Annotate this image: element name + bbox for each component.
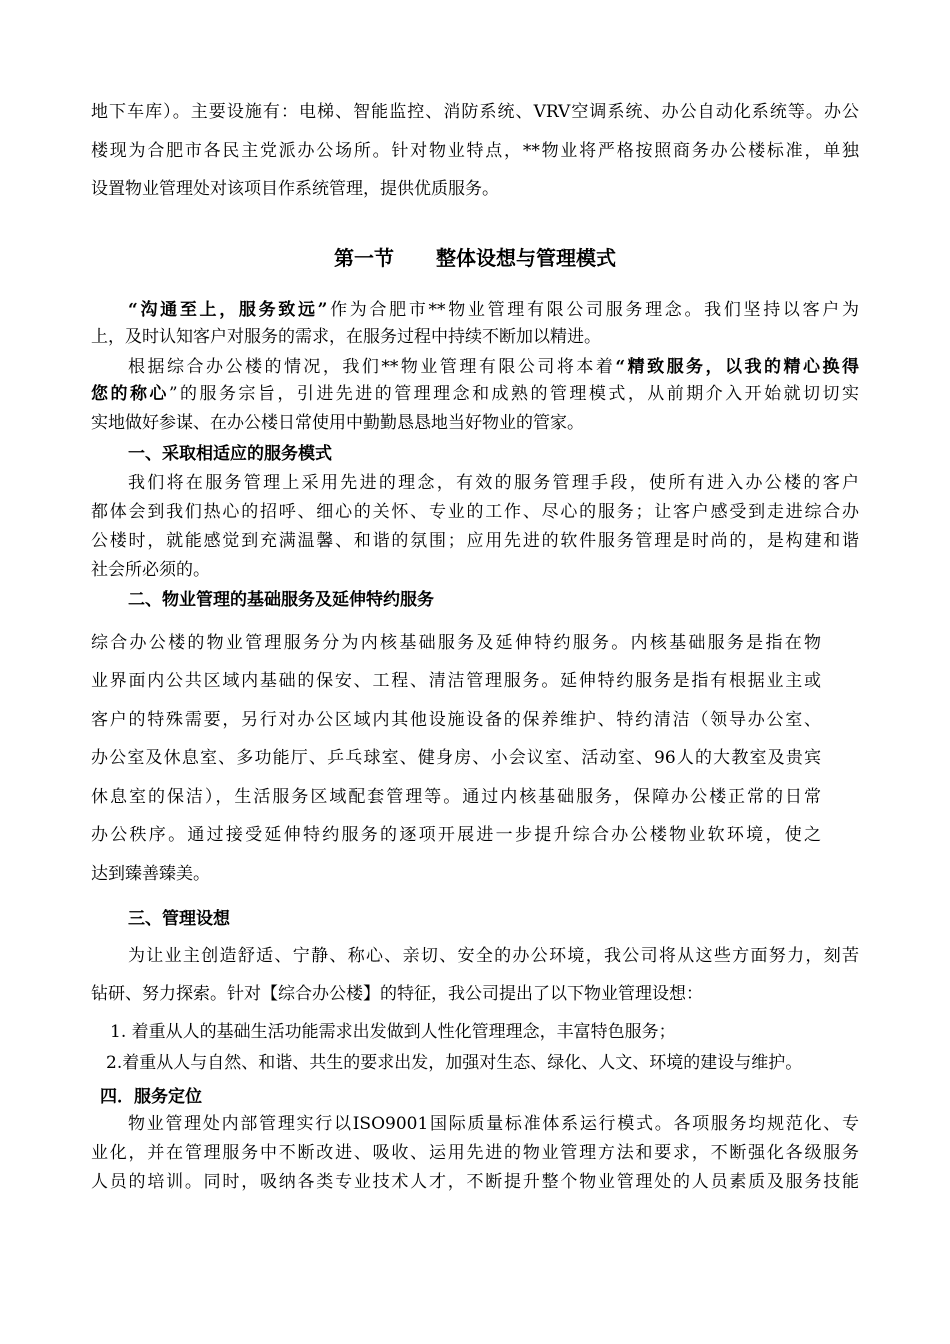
intro-line-3: 设置物业管理处对该项目作系统管理，提供优质服务。 [91,179,499,199]
paragraph-4-line-2: 业界面内公共区域内基础的保安、工程、清洁管理服务。延伸特约服务是指有根据业主或 [91,671,821,691]
paragraph-4-line-5: 休息室的保洁），生活服务区域配套管理等。通过内核基础服务，保障办公楼正常的日常 [91,787,821,807]
service-motto: “沟通至上，服务致远” [128,300,328,320]
heading-basic-extended-service: 二、物业管理的基础服务及延伸特约服务 [128,590,434,610]
intro-line-1: 地下车库）。主要设施有：电梯、智能监控、消防系统、VRV空调系统、办公自动化系统等。办公 [91,102,859,122]
paragraph-4-line-4: 办公室及休息室、多功能厅、乒乓球室、健身房、小会议室、活动室、96人的大教室及贵宾 [91,748,821,768]
paragraph-2-line-3: 实地做好参谋、在办公楼日常使用中勤勤恳恳地当好物业的管家。 [91,413,584,433]
paragraph-5-line-2: 钻研、努力探索。针对【综合办公楼】的特征，我公司提出了以下物业管理设想： [91,984,703,1004]
paragraph-2-line-1 [128,356,859,378]
section-heading [0,245,950,271]
paragraph-6-line-1: 物业管理处内部管理实行以ISO9001国际质量标准体系运行模式。各项服务均规范化、专 [128,1114,859,1134]
paragraph-4-line-3: 客户的特殊需要，另行对办公区域内其他设施设备的保养维护、特约清洁（领导办公室、 [91,710,821,730]
paragraph-6-line-3: 人员的培训。同时，吸纳各类专业技术人才，不断提升整个物业管理处的人员素质及服务技能 [91,1172,859,1192]
list-item-2: 2.着重从人与自然、和谐、共生的要求出发，加强对生态、绿化、人文、环境的建设与维护。 [106,1053,803,1073]
paragraph-4-line-7: 达到臻善臻美。 [91,864,210,884]
paragraph-3-line-3: 公楼时，就能感觉到充满温馨、和谐的氛围；应用先进的软件服务管理是时尚的，是构建和谐 [91,531,859,551]
paragraph-1-line-2: 上，及时认知客户对服务的需求，在服务过程中持续不断加以精进。 [91,327,601,347]
paragraph-4-line-6: 办公秩序。通过接受延伸特约服务的逐项开展进一步提升综合办公楼物业软环境，使之 [91,825,821,845]
list-item-1: 1. 着重从人的基础生活功能需求出发做到人性化管理理念，丰富特色服务； [110,1022,676,1042]
heading-service-mode: 一、采取相适应的服务模式 [128,444,332,464]
paragraph-2-text-2: ”的服务宗旨，引进先进的管理理念和成熟的管理模式，从前期介入开始就切切实 [168,384,860,404]
heading-service-positioning: 四．服务定位 [100,1087,202,1107]
paragraph-1-text: 作为合肥市**物业管理有限公司服务理念。我们坚持以客户为 [327,300,859,320]
paragraph-3-line-1: 我们将在服务管理上采用先进的理念，有效的服务管理手段，使所有进入办公楼的客户 [128,473,859,493]
service-tenet-part-2: 您的称心 [91,384,169,404]
service-tenet-part-1: “精致服务，以我的精心换得 [615,357,859,377]
paragraph-2-text: 根据综合办公楼的情况，我们**物业管理有限公司将本着 [128,357,616,377]
intro-line-2: 楼现为合肥市各民主党派办公场所。针对物业特点，**物业将严格按照商务办公楼标准，单独 [91,141,859,161]
section-title: 整体设想与管理模式 [436,246,616,270]
paragraph-5-line-1: 为让业主创造舒适、宁静、称心、亲切、安全的办公环境，我公司将从这些方面努力，刻苦 [128,946,859,966]
paragraph-6-line-2: 业化，并在管理服务中不断改进、吸收、运用先进的物业管理方法和要求，不断强化各级服务 [91,1143,859,1163]
paragraph-1-line-1 [128,299,859,321]
paragraph-2-line-2 [91,383,859,405]
paragraph-4-line-1: 综合办公楼的物业管理服务分为内核基础服务及延伸特约服务。内核基础服务是指在物 [91,633,821,653]
paragraph-3-line-2: 都体会到我们热心的招呼、细心的关怀、专业的工作、尽心的服务；让客户感受到走进综合办 [91,502,859,522]
section-number: 第一节 [334,246,394,270]
heading-management-concept: 三、管理设想 [128,909,230,929]
paragraph-3-line-4: 社会所必须的。 [91,560,210,580]
